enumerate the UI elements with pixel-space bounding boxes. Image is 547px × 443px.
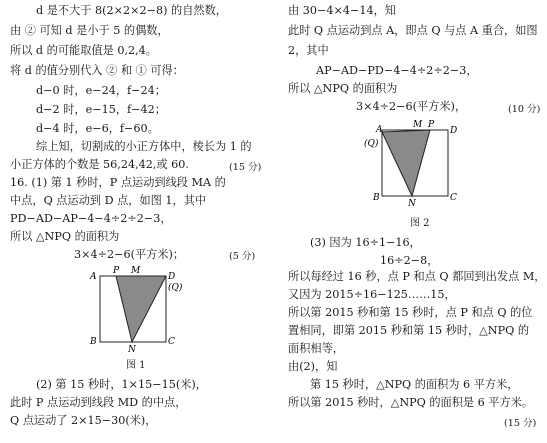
left-line-8: 综上知，切割成的小正方体中，棱长为 1 的: [36, 140, 252, 153]
right-line-6: 3×4÷2−6(平方米)，: [356, 100, 467, 113]
fig2-label-d: D: [450, 126, 458, 136]
fig2-label-c: C: [450, 193, 457, 203]
left-line-10: 16. (1) 第 1 秒时，P 点运动到线段 MA 的: [10, 176, 226, 189]
right-line-15: 第 15 秒时，△NPQ 的面积为 6 平方米，: [310, 378, 519, 391]
left-line-3: 所以 d 的可能取值是 0,2,4。: [10, 44, 157, 57]
fig1-label-c: C: [168, 337, 175, 347]
right-score-10: (10 分): [508, 104, 541, 115]
right-line-14: 由(2)，知: [288, 360, 338, 373]
fig1-label-n: N: [128, 345, 136, 352]
figure-1: [82, 266, 192, 352]
right-line-16: 所以第 2015 秒时，△NPQ 的面积是 6 平方米。: [288, 396, 534, 409]
fig1-label-d: D: [168, 272, 176, 282]
fig1-label-m: M: [131, 266, 141, 276]
fig2-label-p: P: [428, 120, 435, 130]
right-line-2: 此时 Q 点运动到点 A，即点 Q 与点 A 重合，如图: [288, 24, 538, 37]
fig1-label-p: P: [113, 266, 120, 276]
left-line-6: d−2 时，e−15，f−42；: [36, 103, 166, 116]
left-line-2: 由 ② 可知 d 是小于 5 的偶数，: [10, 24, 169, 37]
left-line-4: 将 d 的值分别代入 ② 和 ① 可得：: [10, 64, 184, 77]
fig1-shaded-triangle: [116, 276, 166, 342]
fig2-label-m: M: [413, 120, 423, 130]
right-line-1: 由 30−4×4−14，知: [288, 4, 396, 17]
right-line-13: 面积相等，: [288, 342, 344, 355]
right-line-9: 所以每经过 16 秒，点 P 和点 Q 都回到出发点 M，: [288, 270, 546, 283]
left-score-5: (5 分): [229, 251, 256, 262]
right-line-4: AP−AD−PD−4−4÷2÷2−3，: [316, 64, 478, 77]
figure-2: [362, 120, 472, 206]
left-line-5: d−0 时，e−24，f−24；: [36, 84, 166, 97]
left-line-15: (2) 第 15 秒时，1×15−15(米)，: [36, 378, 207, 391]
right-score-15: (15 分): [504, 418, 537, 429]
right-line-12: 置相同，即第 2015 秒和第 15 秒时，△NPQ 的: [288, 324, 530, 337]
left-line-1: d 是不大于 8(2×2×2−8) 的自然数，: [36, 4, 227, 17]
fig2-shaded-triangle: [382, 130, 430, 196]
fig2-label-n: N: [408, 199, 416, 206]
left-line-17: Q 点运动了 2×15−30(米)，: [10, 414, 157, 427]
right-line-3: 2，其中: [288, 44, 329, 57]
left-line-9: 小正方体的个数是 56,24,42,或 60.: [10, 158, 189, 171]
fig1-label-a: A: [90, 272, 97, 282]
fig2-label-a: A: [376, 125, 383, 135]
right-line-8: 16÷2−8，: [380, 254, 439, 267]
figure-1-caption: 图 1: [126, 360, 146, 371]
right-line-5: 所以 △NPQ 的面积为: [288, 82, 398, 95]
left-line-12: PD−AD−AP−4−4÷2÷2−3，: [10, 212, 172, 225]
fig1-label-b: B: [90, 337, 97, 347]
left-line-11: 中点，Q 点运动到 D 点，如图 1，其中: [10, 194, 207, 207]
fig1-label-q: (Q): [168, 283, 183, 293]
left-line-16: 此时 P 点运动到线段 MD 的中点，: [10, 396, 187, 409]
fig2-label-b: B: [373, 193, 380, 203]
left-score-15: (15 分): [229, 162, 262, 173]
right-line-11: 所以第 2015 秒和第 15 秒时，点 P 和点 Q 的位: [288, 306, 533, 319]
figure-2-caption: 图 2: [410, 218, 430, 229]
right-line-7: (3) 因为 16÷1−16，: [310, 236, 421, 249]
left-line-13: 所以 △NPQ 的面积为: [10, 230, 120, 243]
left-line-14: 3×4÷2−6(平方米)；: [74, 248, 185, 261]
right-line-10: 又因为 2015÷16−125……15，: [288, 288, 456, 301]
fig2-label-q: (Q): [364, 139, 379, 149]
left-line-7: d−4 时，e−6，f−60。: [36, 122, 159, 135]
